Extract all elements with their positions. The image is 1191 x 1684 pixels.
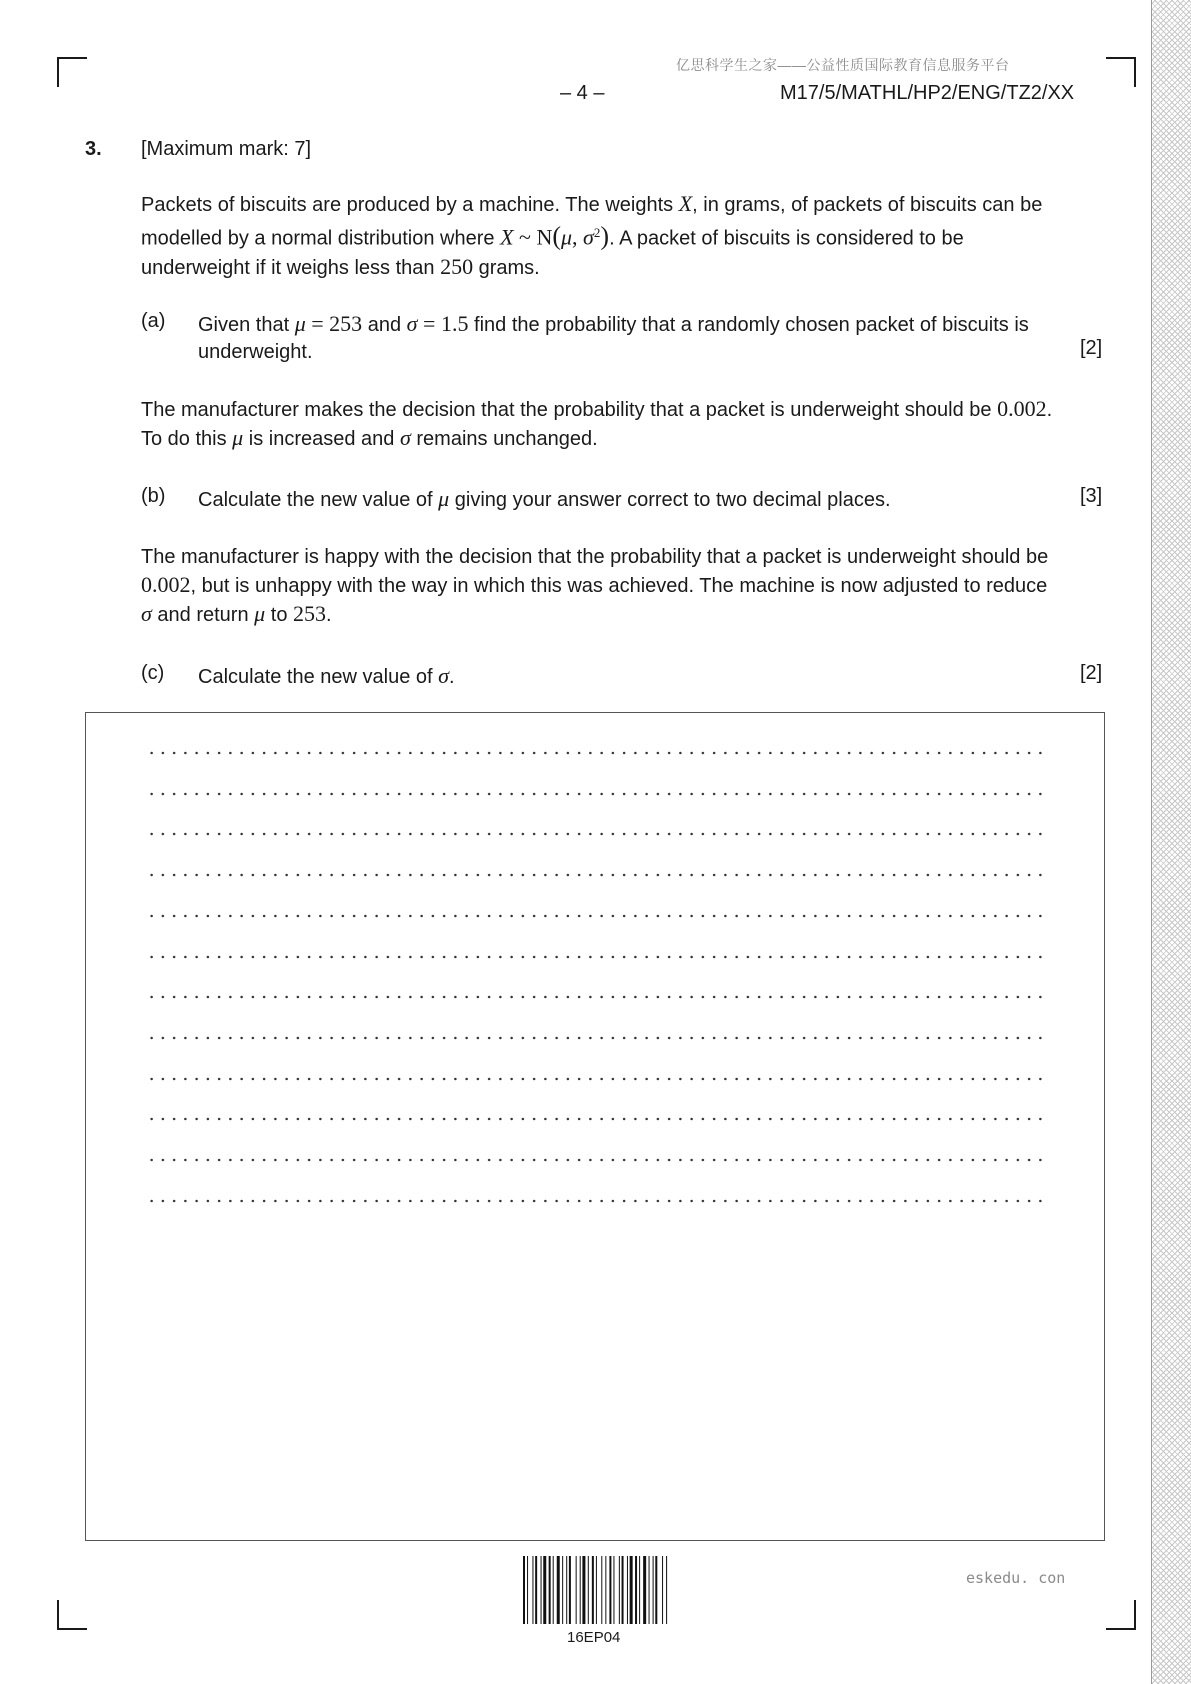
- question-intro: Packets of biscuits are produced by a machine. The weights X, in grams, of packets of biscuits can be modelled by a normal distribution where X ~ N(μ, $\sigma^2$). A packet of biscuits is considered to be underweight if it weighs less than 250 grams.: [141, 191, 1043, 279]
- part-c-marks: [2]: [1080, 662, 1103, 684]
- part-b-label: (b): [141, 485, 166, 507]
- part-b-text: Calculate the new value of μ giving your answer correct to two decimal places.: [198, 486, 891, 511]
- maximum-mark: [Maximum mark: 7]: [141, 138, 312, 160]
- answer-dotted-line: [146, 1035, 1046, 1041]
- part-a-marks: [2]: [1080, 337, 1103, 359]
- page-number: – 4 –: [560, 82, 605, 104]
- answer-dotted-line: [146, 1198, 1046, 1204]
- crop-mark-bottom-left: [57, 1600, 87, 1630]
- question-number: 3.: [85, 138, 102, 160]
- answer-dotted-line: [146, 1076, 1046, 1082]
- part-c-label: (c): [141, 662, 165, 684]
- side-hatched-margin: [1151, 0, 1191, 1684]
- answer-dotted-line: [146, 750, 1046, 756]
- answer-dotted-line: [146, 872, 1046, 878]
- crop-mark-top-left: [57, 57, 87, 87]
- part-c-text: Calculate the new value of σ.: [198, 663, 455, 688]
- answer-dotted-line: [146, 1116, 1046, 1122]
- crop-mark-top-right: [1106, 57, 1136, 87]
- answer-dotted-line: [146, 1157, 1046, 1163]
- footer-watermark: eskedu. con: [966, 1569, 1066, 1587]
- barcode-text: 16EP04: [567, 1629, 621, 1646]
- header-watermark: 亿思科学生之家——公益性质国际教育信息服务平台: [676, 57, 1010, 73]
- decision-paragraph-2: The manufacturer is happy with the decision that the probability that a packet is underweight should be 0.002, but is unhappy with the way in which this was achieved. The machine is now adjusted to reduce σ and return μ to 253.: [141, 546, 1049, 626]
- part-b-marks: [3]: [1080, 485, 1103, 507]
- answer-dotted-line: [146, 954, 1046, 960]
- decision-paragraph-1: The manufacturer makes the decision that the probability that a packet is underweight should be 0.002. To do this μ is increased and σ remains unchanged.: [141, 396, 1053, 450]
- barcode: [523, 1556, 668, 1624]
- answer-dotted-line: [146, 791, 1046, 797]
- crop-mark-bottom-right: [1106, 1600, 1136, 1630]
- part-a-label: (a): [141, 310, 166, 332]
- part-a-text: Given that μ = 253 and σ = 1.5 find the probability that a randomly chosen packet of biscuits is underweight.: [198, 311, 1029, 363]
- paper-code: M17/5/MATHL/HP2/ENG/TZ2/XX: [780, 82, 1075, 104]
- answer-dotted-line: [146, 913, 1046, 919]
- answer-dotted-line: [146, 831, 1046, 837]
- answer-dotted-line: [146, 994, 1046, 1000]
